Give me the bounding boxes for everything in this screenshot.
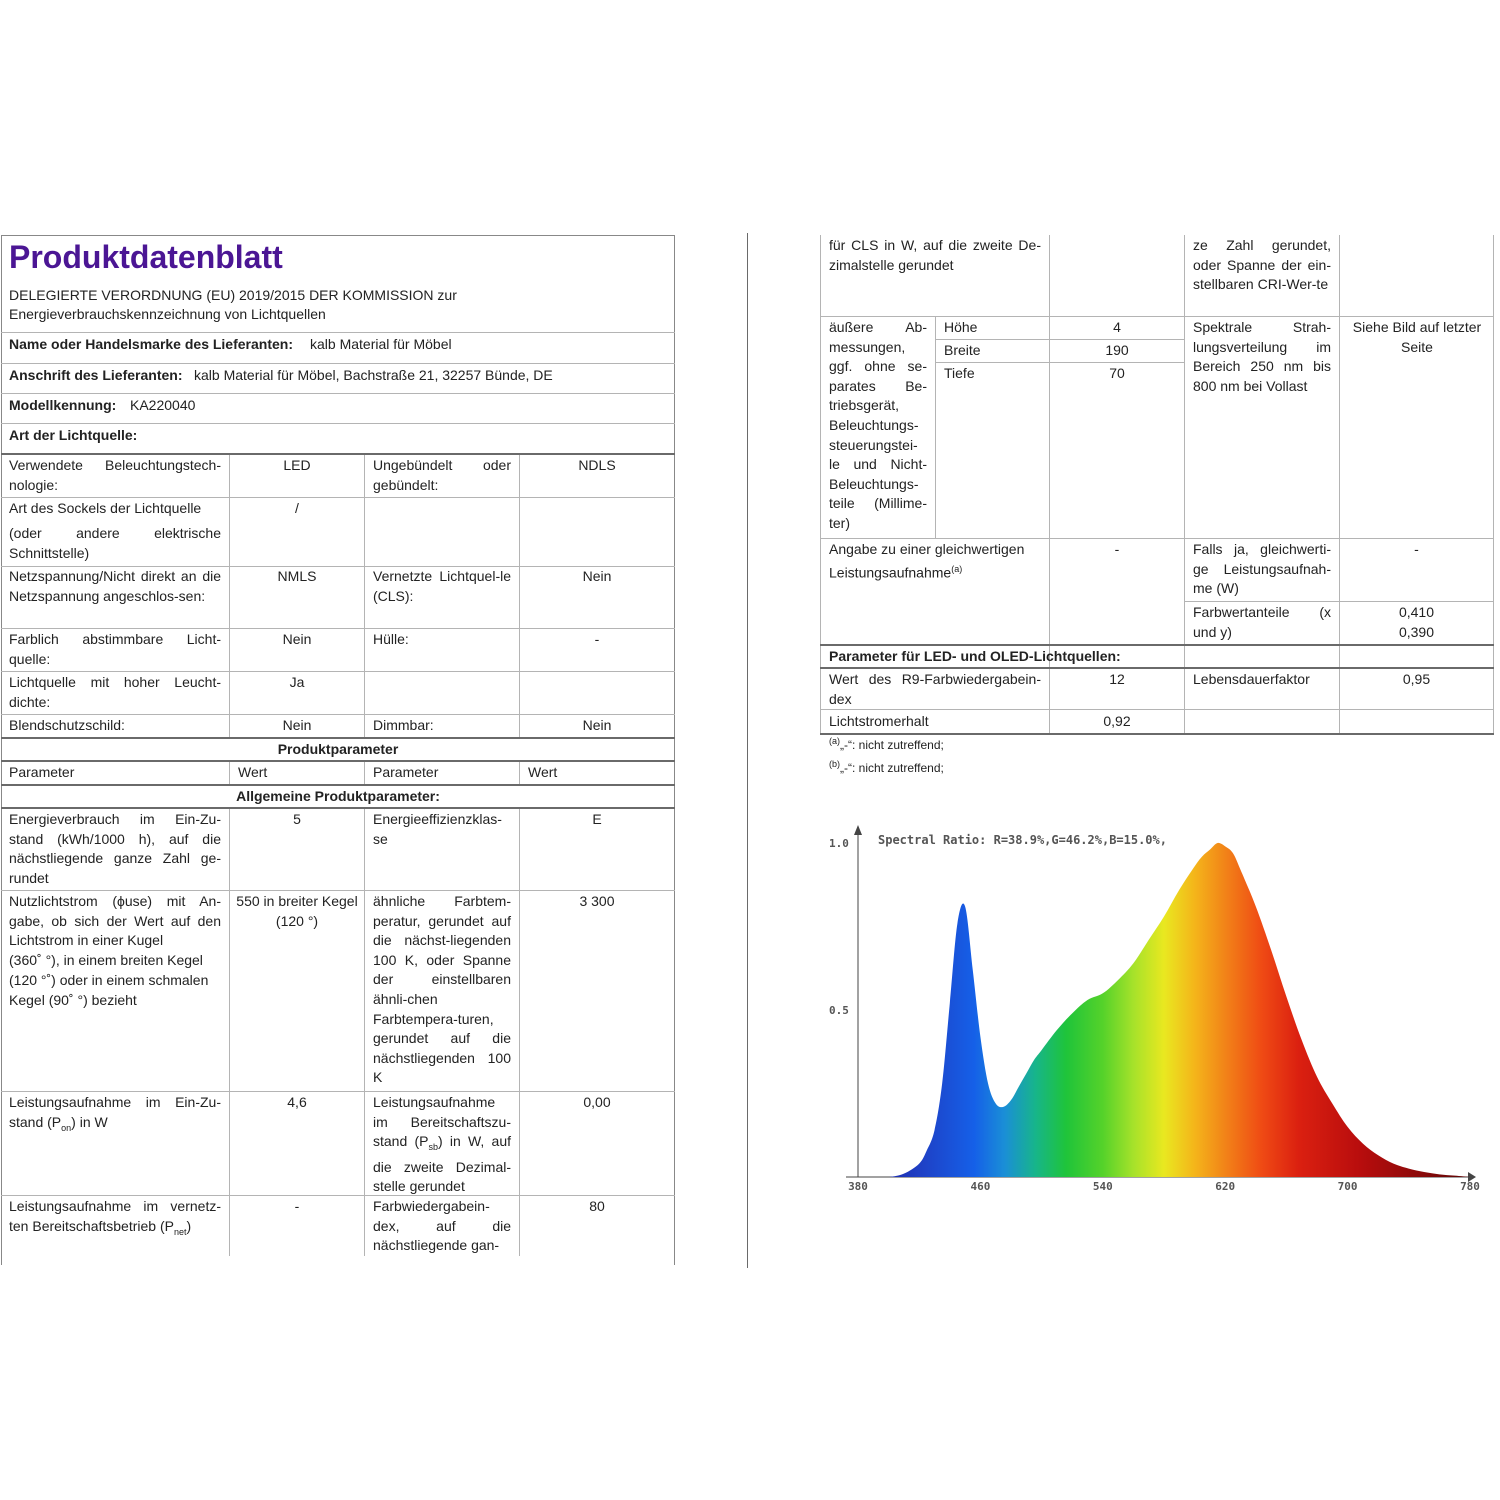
glare-shield-value: Nein — [282, 717, 312, 733]
col-value-2: Wert — [528, 764, 558, 780]
cct-value: 3 300 — [579, 893, 615, 909]
dimensions-label: äußere Ab-messungen, ggf. ohne se-parates Be-triebsgerät, Beleuchtungs-steuerungstei-le und Nicht-Beleuchtungs-teile (Millime-ter) — [829, 319, 927, 531]
cls-value: Nein — [582, 568, 612, 584]
regulation-line-2: Energieverbrauchskennzeichnung von Lichtquellen — [9, 306, 326, 322]
dimmable-value: Nein — [582, 717, 612, 733]
cri-value: 80 — [589, 1198, 605, 1214]
power-on-value: 4,6 — [287, 1094, 307, 1110]
energy-class-label: Energieeffizienzklas-se — [373, 811, 502, 847]
luminous-flux-label-d: Kegel (90˚ °) bezieht — [9, 992, 137, 1008]
x-tick-label: 540 — [1092, 1180, 1113, 1193]
r9-label: Wert des R9-Farbwiedergabein-dex — [829, 671, 1041, 707]
lumen-maintenance-label: Lichtstromerhalt — [829, 713, 929, 729]
if-yes-power-label: Falls ja, gleichwerti-ge Leistungsaufnah-me (W) — [1193, 541, 1331, 597]
width-value: 190 — [1105, 342, 1129, 358]
high-luminance-label: Lichtquelle mit hoher Leucht-dichte: — [9, 674, 221, 710]
bundled-value: NDLS — [578, 457, 616, 473]
supplier-address-value: kalb Material für Möbel, Bachstraße 21, 32257 Bünde, DE — [194, 367, 553, 383]
luminous-flux-value: 550 in breiter Kegel (120 °) — [236, 893, 358, 929]
mains-label: Netzspannung/Nicht direkt an die Netzspannung angeschlos-sen: — [9, 568, 221, 604]
standby-power-label: Leistungsaufnahme im Bereitschaftszu-stand $(P_{sb})$ in W, auf die zweite Dezimal-stelle gerundet — [373, 1094, 511, 1195]
bundled-label: Ungebündelt oder gebündelt: — [373, 457, 511, 493]
spd-label: Spektrale Strah-lungsverteilung im Bereich 250 nm bis 800 nm bei Vollast — [1193, 319, 1331, 394]
equivalent-power-value: - — [1114, 541, 1120, 557]
led-params-heading: Parameter für LED- und OLED-Lichtquellen: — [829, 648, 1121, 664]
energy-consumption-value: 5 — [293, 811, 301, 827]
chromaticity-x: 0,410 — [1398, 604, 1435, 620]
x-tick-label: 460 — [970, 1180, 991, 1193]
power-on-label: Leistungsaufnahme im Ein-Zu-stand $(P_{on})$ in W — [9, 1094, 221, 1133]
colour-tunable-label: Farblich abstimmbare Licht-quelle: — [9, 631, 221, 667]
cls-standby-cont-label: für CLS in W, auf die zweite De-zimalstelle gerundet — [829, 237, 1041, 273]
if-yes-power-value: - — [1414, 541, 1419, 557]
luminous-flux-label-c: (120 °˚) oder in einem schmalen — [9, 972, 209, 988]
supplier-address-label: Anschrift des Lieferanten: — [9, 367, 183, 383]
energy-consumption-label: Energieverbrauch im Ein-Zu-stand (kWh/1000 h), auf die nächstliegende ganze Zahl ge-rundet — [9, 811, 221, 886]
page-title: Produktdatenblatt — [9, 239, 283, 275]
col-value-1: Wert — [238, 764, 268, 780]
y-axis-arrow — [854, 825, 862, 835]
depth-label: Tiefe — [944, 365, 975, 381]
networked-standby-label: Leistungsaufnahme im vernetz-ten Bereitschaftsbetrieb $(P_{net})$ — [9, 1198, 221, 1237]
r9-value: 12 — [1109, 671, 1125, 687]
cls-label: Vernetzte Lichtquel-le (CLS): — [373, 568, 511, 604]
envelope-value: - — [594, 631, 600, 647]
light-type-heading: Art der Lichtquelle: — [9, 427, 138, 443]
page-divider — [747, 233, 748, 1268]
general-params-heading: Allgemeine Produktparameter: — [236, 788, 440, 804]
high-luminance-value: Ja — [289, 674, 305, 690]
footnote-a: $^{(a)}$„-“: nicht zutreffend; — [829, 736, 944, 752]
equivalent-power-label: Angabe zu einer gleichwertigen Leistungsaufnahme$^{(a)}$ — [829, 541, 1025, 581]
model-label: Modellkennung: — [9, 397, 117, 413]
x-tick-label: 700 — [1337, 1180, 1358, 1193]
colour-tunable-value: Nein — [282, 631, 312, 647]
col-parameter-2: Parameter — [373, 764, 439, 780]
glare-shield-label: Blendschutzschild: — [9, 717, 125, 733]
spectrum-area — [858, 843, 1470, 1177]
socket-value: / — [295, 500, 299, 516]
socket-label: Art des Sockels der Lichtquelle — [9, 500, 202, 516]
dimmable-label: Dimmbar: — [373, 717, 434, 733]
x-tick-label: 380 — [848, 1180, 868, 1193]
col-parameter-1: Parameter — [9, 764, 75, 780]
supplier-name-value: kalb Material für Möbel — [310, 336, 452, 352]
socket-label-2: (oder andere elektrische Schnittstelle) — [9, 525, 221, 561]
chromaticity-y: 0,390 — [1398, 624, 1435, 640]
cct-label: ähnliche Farbtem-peratur, gerundet auf die nächst-liegenden 100 K, oder Spanne der einstellbaren ähnli-chen Farbtempera-turen, gerundet auf die nächstliegenden 100 K — [373, 893, 511, 1086]
envelope-label: Hülle: — [373, 631, 409, 647]
width-label: Breite — [944, 342, 981, 358]
chromaticity-label: Farbwertanteile (x und y) — [1193, 604, 1331, 640]
luminous-flux-label-b: (360˚ °), in einem breiten Kegel — [9, 952, 203, 968]
x-tick-label: 620 — [1215, 1180, 1236, 1193]
y-tick-label: 1.0 — [829, 837, 849, 850]
tech-label: Verwendete Beleuchtungstech-nologie: — [9, 457, 221, 493]
height-label: Höhe — [944, 319, 978, 335]
cri-cont-label: ze Zahl gerundet, oder Spanne der ein-stellbaren CRI-Wer-te — [1193, 237, 1331, 293]
luminous-flux-label-a: Nutzlichtstrom (ϕuse) mit An-gabe, ob sich der Wert auf den Lichtstrom in einer Kugel — [9, 893, 221, 949]
footnote-b: $^{(b)}$„-“: nicht zutreffend; — [829, 759, 944, 775]
tech-value: LED — [283, 457, 311, 473]
mains-value: NMLS — [277, 568, 317, 584]
supplier-name-label: Name oder Handelsmarke des Lieferanten: — [9, 336, 293, 352]
spectrum-title: Spectral Ratio: R=38.9%,G=46.2%,B=15.0%, — [878, 833, 1167, 847]
cri-label: Farbwiedergabein-dex, auf die nächstliegende gan- — [373, 1198, 511, 1254]
spectrum-chart — [826, 793, 1486, 1203]
spd-value: Siehe Bild auf letzter Seite — [1352, 319, 1482, 355]
energy-class-value: E — [592, 811, 602, 827]
model-value: KA220040 — [130, 397, 196, 413]
depth-value: 70 — [1109, 365, 1125, 381]
lumen-maintenance-value: 0,92 — [1103, 713, 1131, 729]
height-value: 4 — [1113, 319, 1121, 335]
regulation-line-1: DELEGIERTE VERORDNUNG (EU) 2019/2015 DER KOMMISSION zur — [9, 287, 457, 303]
standby-power-value: 0,00 — [583, 1094, 611, 1110]
survival-factor-label: Lebensdauerfaktor — [1193, 671, 1310, 687]
x-tick-label: 780 — [1460, 1180, 1480, 1193]
survival-factor-value: 0,95 — [1402, 671, 1431, 687]
networked-standby-value: - — [294, 1198, 300, 1214]
product-params-heading: Produktparameter — [277, 741, 399, 757]
y-tick-label: 0.5 — [829, 1004, 849, 1017]
